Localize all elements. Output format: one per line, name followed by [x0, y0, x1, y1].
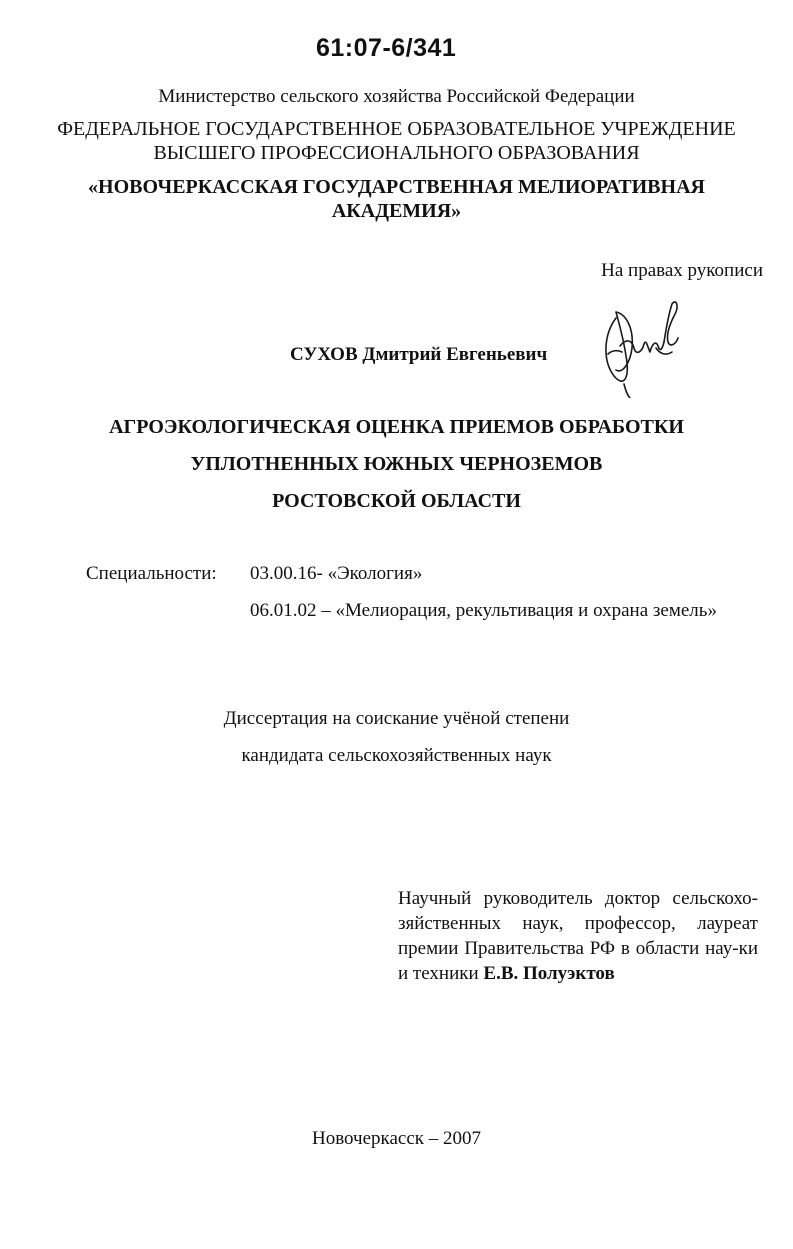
institution-line-2: ВЫСШЕГО ПРОФЕССИОНАЛЬНОГО ОБРАЗОВАНИЯ [153, 142, 640, 164]
dissertation-title-line-3: РОСТОВСКОЙ ОБЛАСТИ [272, 490, 521, 512]
degree-line-2: кандидата сельскохозяйственных наук [241, 745, 552, 766]
city-and-year: Новочеркасск – 2007 [311, 1128, 482, 1149]
catalog-code: 61:07-6/341 [316, 34, 457, 62]
dissertation-title-line-2: УПЛОТНЕННЫХ ЮЖНЫХ ЧЕРНОЗЕМОВ [190, 453, 603, 475]
specialties-label: Специальности: [86, 563, 217, 584]
academy-name-line-1: «НОВОЧЕРКАССКАЯ ГОСУДАРСТВЕННАЯ МЕЛИОРАТИВНАЯ [88, 176, 705, 198]
specialty-melioration: 06.01.02 – «Мелиорация, рекультивация и охрана земель» [250, 600, 717, 621]
ministry-name: Министерство сельского хозяйства Российской Федерации [158, 86, 635, 107]
author-name: СУХОВ Дмитрий Евгеньевич [290, 344, 548, 365]
dissertation-title-line-1: АГРОЭКОЛОГИЧЕСКАЯ ОЦЕНКА ПРИЕМОВ ОБРАБОТКИ [109, 416, 684, 438]
supervisor-name: Е.В. Полуэктов [483, 963, 615, 984]
manuscript-rights-note: На правах рукописи [601, 260, 763, 281]
supervisor-description: Научный руководитель доктор сельскохо-зяйственных наук, профессор, лауреат премии Правительства РФ в области нау-ки и техники [398, 888, 758, 984]
degree-line-1: Диссертация на соискание учёной степени [223, 708, 570, 729]
scientific-supervisor [398, 886, 758, 986]
institution-line-1: ФЕДЕРАЛЬНОЕ ГОСУДАРСТВЕННОЕ ОБРАЗОВАТЕЛЬНОЕ УЧРЕЖДЕНИЕ [57, 118, 736, 140]
handwritten-signature [596, 294, 688, 398]
specialty-ecology: 03.00.16- «Экология» [250, 563, 423, 584]
academy-name-line-2: АКАДЕМИЯ» [331, 200, 462, 222]
